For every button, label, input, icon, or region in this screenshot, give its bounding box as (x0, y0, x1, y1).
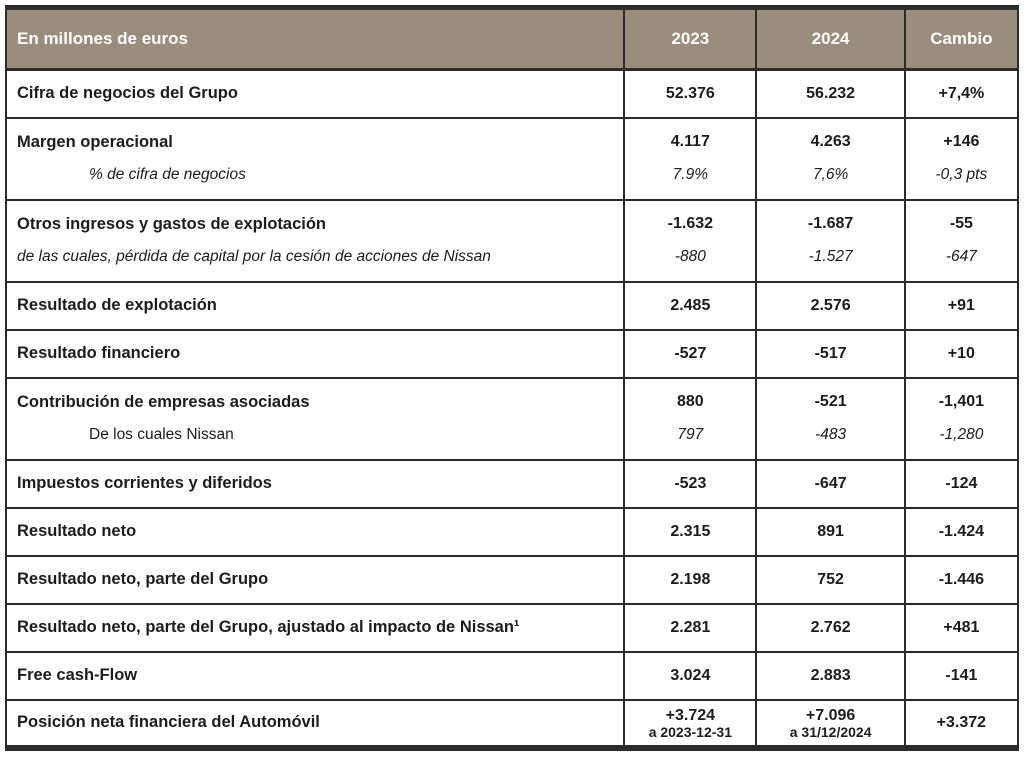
value-2023: 880 (676, 393, 704, 411)
sub-value-2023: -880 (674, 247, 706, 265)
value-cambio: +3.372 (936, 714, 987, 731)
table-header-row (6, 8, 1018, 70)
value-2024: +7.096 (805, 706, 856, 724)
row-label: Resultado financiero (17, 344, 181, 362)
column-header-2023: 2023 (624, 8, 756, 70)
table-row-operating-margin (6, 118, 1018, 200)
row-label: Resultado neto, parte del Grupo (17, 570, 269, 588)
sub-value-2023: 797 (677, 425, 704, 443)
value-2024: 2.883 (810, 666, 851, 684)
row-sub-label: % de cifra de negocios (89, 166, 246, 184)
table-row-net-result-group-adjusted (6, 604, 1018, 652)
sub-value-cambio: -647 (945, 247, 977, 265)
value-2024-date-note: a 31/12/2024 (789, 723, 872, 740)
table-row-net-result (6, 508, 1018, 556)
row-label: Posición neta financiera del Automóvil (17, 713, 320, 731)
value-2023: 3.024 (670, 666, 711, 684)
value-2023: 52.376 (665, 84, 715, 102)
value-2024: 752 (817, 570, 844, 588)
row-label: Otros ingresos y gastos de explotación (17, 214, 326, 233)
value-2024: 4.263 (810, 133, 851, 151)
value-2023: -1.632 (667, 215, 714, 233)
table-row-net-financial-position (6, 700, 1018, 748)
sub-value-2024: 7,6% (812, 165, 849, 183)
sub-value-2023: 7.9% (672, 165, 709, 183)
sub-value-cambio: -0,3 pts (935, 165, 988, 183)
value-cambio: -1.446 (938, 570, 985, 588)
value-cambio: +10 (947, 344, 975, 362)
row-sub-label: De los cuales Nissan (89, 426, 234, 444)
value-2023: -527 (674, 344, 707, 362)
financial-results-table (5, 5, 1019, 751)
value-2024: -517 (814, 344, 847, 362)
table-row-net-result-group (6, 556, 1018, 604)
row-label: Resultado de explotación (17, 296, 217, 314)
value-cambio: -1.424 (938, 522, 985, 540)
table-row-financial-result (6, 330, 1018, 378)
table-row-revenue (6, 70, 1018, 118)
value-2024: 891 (817, 522, 844, 540)
row-label: Margen operacional (17, 132, 173, 151)
value-2024: -1.687 (807, 215, 854, 233)
value-2023: 2.281 (670, 618, 711, 636)
value-2023: -523 (674, 474, 707, 492)
table-row-associated-companies (6, 378, 1018, 460)
row-label: Contribución de empresas asociadas (17, 392, 310, 411)
table-row-free-cash-flow (6, 652, 1018, 700)
value-2023: 2.485 (670, 296, 711, 314)
row-label: Resultado neto, parte del Grupo, ajustado al impacto de Nissan¹ (17, 618, 520, 636)
row-label: Free cash-Flow (17, 666, 138, 684)
row-label: Cifra de negocios del Grupo (17, 84, 238, 103)
value-cambio: -1,401 (938, 393, 985, 411)
value-2024: 56.232 (806, 84, 856, 102)
value-2024: 2.762 (810, 618, 851, 636)
row-sub-label: de las cuales, pérdida de capital por la cesión de acciones de Nissan (17, 248, 491, 266)
value-2023: 2.198 (670, 570, 711, 588)
value-cambio: +7,4% (938, 84, 985, 102)
value-cambio: +146 (943, 133, 980, 151)
value-2024: -647 (814, 474, 847, 492)
value-2023: 4.117 (670, 133, 710, 151)
value-2024: -521 (814, 393, 847, 411)
value-cambio: +91 (947, 296, 975, 314)
sub-value-2024: -483 (815, 425, 847, 443)
sub-value-2024: -1.527 (808, 247, 853, 265)
row-label: Resultado neto (17, 522, 137, 540)
table-row-taxes (6, 460, 1018, 508)
table-row-other-income-expenses (6, 200, 1018, 282)
column-header-cambio: Cambio (905, 8, 1018, 70)
row-label: Impuestos corrientes y diferidos (17, 474, 272, 492)
value-cambio: -124 (945, 474, 978, 492)
value-cambio: -55 (949, 215, 973, 233)
value-cambio: +481 (943, 618, 980, 636)
value-2024: 2.576 (810, 296, 851, 314)
value-2023: +3.724 (665, 706, 716, 724)
value-cambio: -141 (945, 666, 978, 684)
value-2023: 2.315 (670, 522, 711, 540)
column-header-2024: 2024 (756, 8, 904, 70)
sub-value-cambio: -1,280 (939, 425, 984, 443)
table-row-operating-result (6, 282, 1018, 330)
unit-header-cell: En millones de euros (6, 8, 624, 70)
value-2023-date-note: a 2023-12-31 (648, 723, 732, 740)
